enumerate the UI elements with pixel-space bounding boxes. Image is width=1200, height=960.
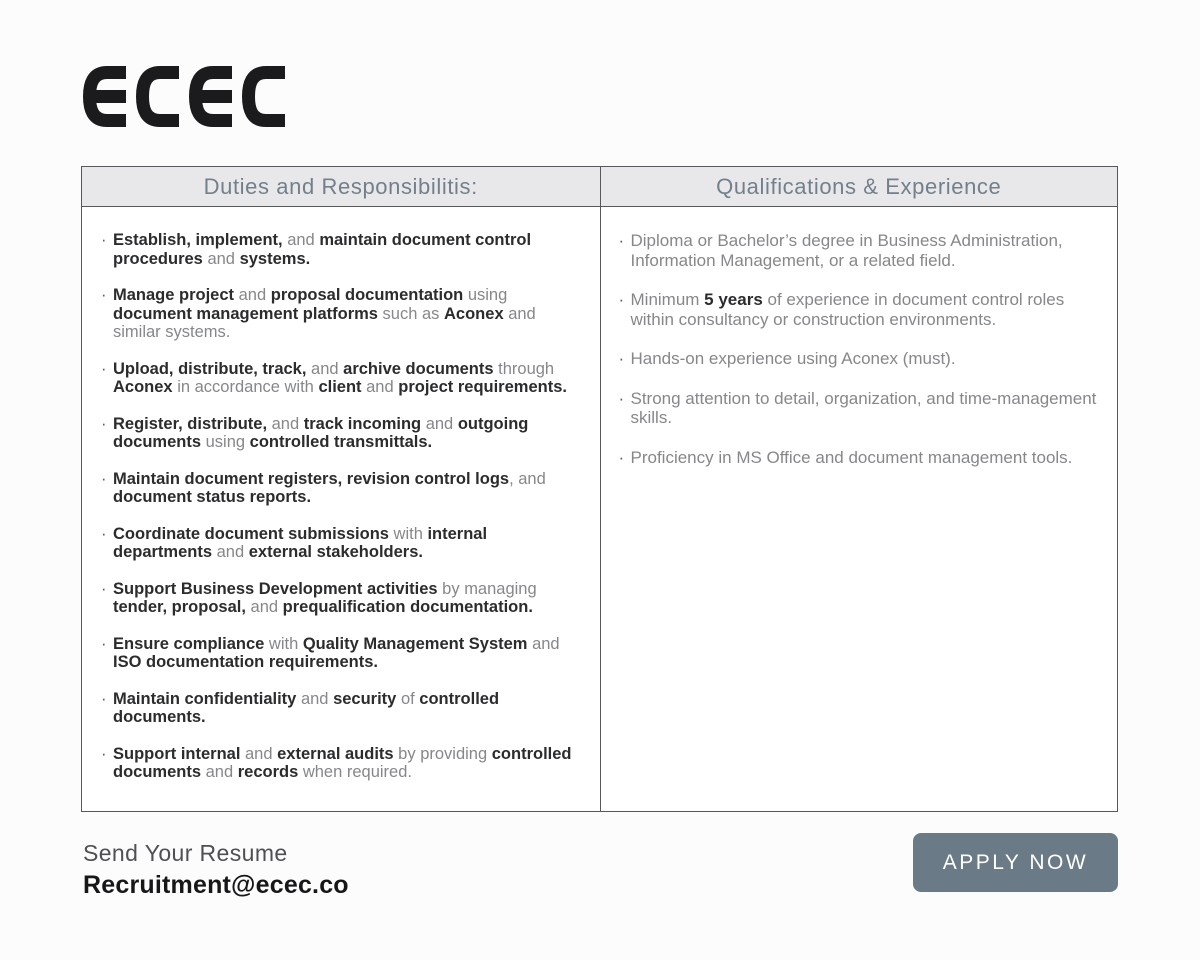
duties-header: Duties and Responsibilitis: [82, 167, 600, 207]
bullet-text: Manage project and proposal documentation using document management platforms such as Aconex and similar systems. [113, 286, 536, 341]
ecec-logo-icon [83, 66, 291, 127]
bullet-text: Diploma or Bachelor’s degree in Business Administration, Information Management, or a related field. [630, 231, 1063, 270]
list-item [99, 745, 582, 782]
bullet-dot: · [101, 286, 107, 304]
bullet-dot: · [618, 290, 625, 309]
bullet-dot: · [618, 388, 625, 408]
qualifications-column [600, 167, 1118, 811]
bullet-dot: · [101, 414, 107, 433]
bullet-text: Register, distribute, and track incoming and outgoing documents using controlled transmittals. [113, 414, 529, 451]
list-item [99, 525, 582, 562]
bullet-dot: · [618, 349, 625, 368]
list-item [99, 415, 582, 452]
bullet-text: Establish, implement, and maintain document control procedures and systems. [113, 231, 532, 268]
list-item [617, 290, 1106, 329]
list-item [617, 389, 1106, 428]
list-item [99, 580, 582, 617]
list-item [617, 448, 1106, 468]
list-item [99, 690, 582, 727]
company-logo [83, 66, 291, 127]
bullet-text: Maintain document registers, revision control logs, and document status reports. [113, 469, 546, 506]
bullet-text: Coordinate document submissions with internal departments and external stakeholders. [113, 524, 488, 561]
bullet-text: Support internal and external audits by providing controlled documents and records when required. [113, 744, 572, 781]
bullet-dot: · [101, 524, 107, 543]
bullet-dot: · [101, 689, 107, 708]
qualifications-list [601, 207, 1118, 487]
bullet-text: Upload, distribute, track, and archive documents through Aconex in accordance with client and project requirements. [113, 359, 567, 396]
bullet-dot: · [618, 447, 625, 467]
bullet-dot: · [101, 469, 107, 488]
bullet-dot: · [618, 231, 625, 250]
bullet-text: Minimum 5 years of experience in document control roles within consultancy or construction environments. [630, 290, 1065, 329]
list-item [99, 470, 582, 507]
qualifications-header: Qualifications & Experience [601, 167, 1118, 207]
list-item [99, 286, 582, 342]
contact-block [83, 840, 349, 900]
list-item [617, 231, 1106, 270]
bullet-dot: · [101, 231, 107, 249]
duties-column [82, 167, 600, 811]
bullet-text: Hands-on experience using Aconex (must). [630, 349, 956, 368]
email-address: Recruitment@ecec.co [83, 871, 349, 899]
bullet-dot: · [101, 579, 107, 598]
duties-list [82, 207, 600, 800]
bullet-text: Maintain confidentiality and security of controlled documents. [113, 689, 500, 726]
bullet-text: Ensure compliance with Quality Management System and ISO documentation requirements. [113, 634, 560, 671]
list-item [99, 360, 582, 397]
bullet-dot: · [101, 744, 107, 763]
bullet-text: Proficiency in MS Office and document management tools. [630, 447, 1073, 467]
resume-label: Send Your Resume [83, 840, 288, 866]
list-item [617, 349, 1106, 369]
bullet-text: Strong attention to detail, organization, and time-management skills. [630, 388, 1097, 427]
bullet-dot: · [101, 359, 107, 378]
list-item [99, 231, 582, 268]
job-table [81, 166, 1118, 812]
list-item [99, 635, 582, 672]
bullet-text: Support Business Development activities by managing tender, proposal, and prequalification documentation. [113, 579, 537, 616]
bullet-dot: · [101, 634, 107, 653]
apply-now-button[interactable]: APPLY NOW [913, 833, 1118, 892]
